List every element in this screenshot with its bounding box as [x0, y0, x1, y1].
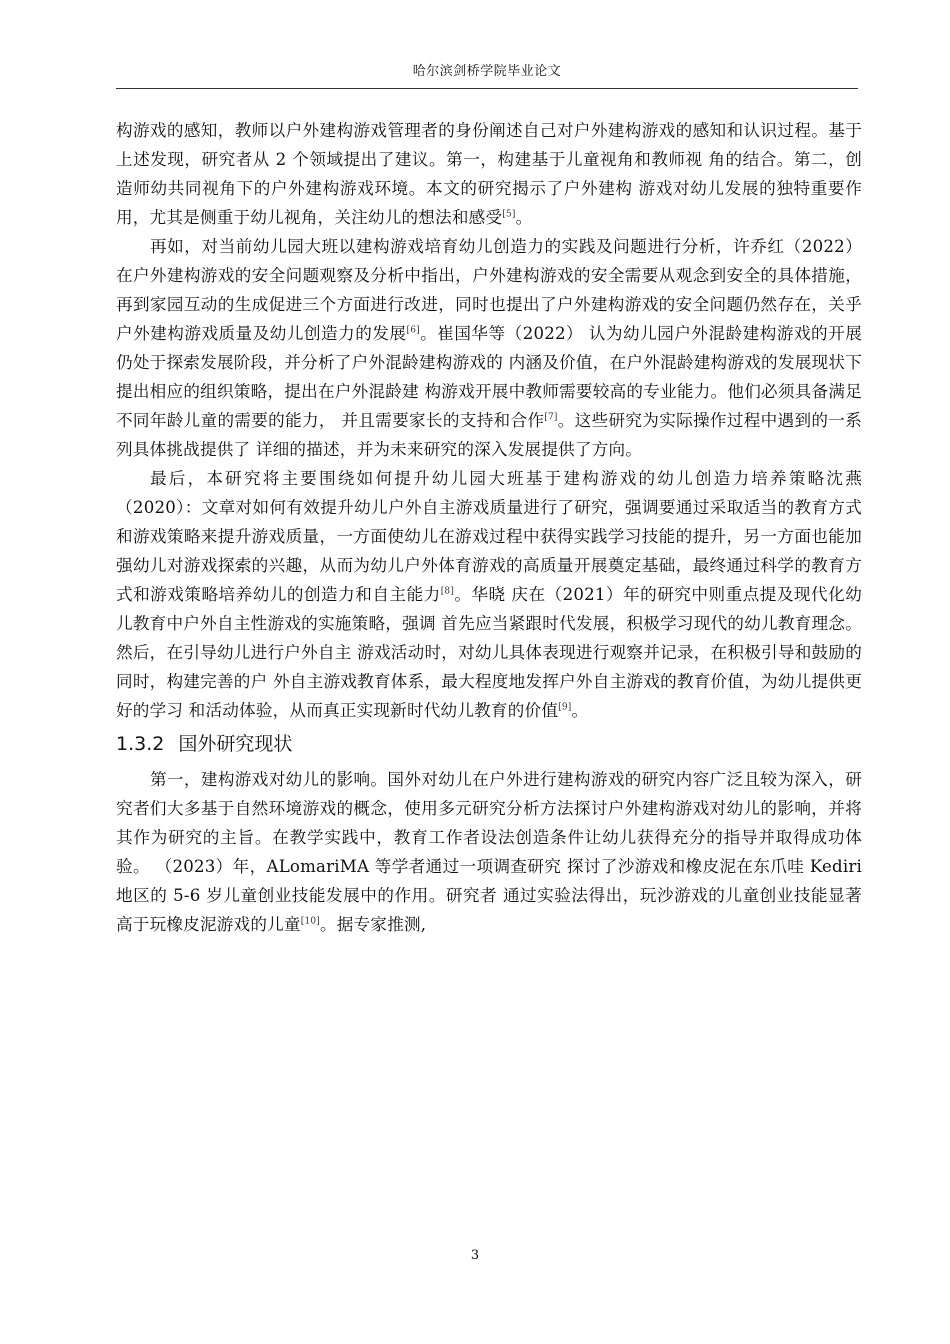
paragraph-tail: 。	[515, 208, 533, 227]
citation-marker: [7]	[544, 412, 558, 423]
citation-marker: [9]	[558, 702, 572, 713]
citation-marker: [10]	[300, 916, 321, 927]
paragraph-final-studies	[116, 464, 862, 725]
header-title: 哈尔滨剑桥学院毕业论文	[412, 64, 562, 79]
page-header	[116, 62, 858, 89]
paragraph-continuation	[116, 116, 862, 232]
paragraph-text-continued: 。崔国华等（2022） 认为幼儿园户外混龄建构游戏的开展仍处于探索发展阶段，并分析了户外混龄建构游戏的 内涵及价值，在户外混龄建构游戏的发展现状下提出相应的组织策略，提出在户外混龄建 构游戏开展中教师需要较高的专业能力。他们必须具备满足不同年龄儿童的需要的能力， 并且需要家长的支持和合作	[116, 324, 863, 430]
paragraph-domestic-studies	[116, 232, 862, 464]
section-title: 国外研究现状	[178, 733, 293, 755]
paragraph-text-continued: 。华晓 庆在（2021）年的研究中则重点提及现代化幼儿教育中户外自主性游戏的实施策略，强调 首先应当紧跟时代发展，积极学习现代的幼儿教育理念。然后，在引导幼儿进行户外自主 游戏活动时，对幼儿具体表现进行观察并记录，在积极引导和鼓励的同时，构建完善的户 外自主游戏教育体系，最大程度地发挥户外自主游戏的教育价值，为幼儿提供更好的学习 和活动体验，从而真正实现新时代幼儿教育的价值	[116, 585, 862, 720]
paragraph-text: 再如，对当前幼儿园大班以建构游戏培育幼儿创造力的实践及问题进行分析，许乔红（2022）在户外建构游戏的安全问题观察及分析中指出，户外建构游戏的安全需要从观念到安全的具体措施，再到家园互动的生成促进三个方面进行改进，同时也提出了户外建构游戏的安全问题仍然存在，关乎户外建构游戏质量及幼儿创造力的发展	[116, 237, 862, 343]
paragraph-tail: 。	[571, 701, 589, 720]
section-number: 1.3.2	[116, 733, 165, 755]
paragraph-text: 第一，建构游戏对幼儿的影响。国外对幼儿在户外进行建构游戏的研究内容广泛且较为深入，研究者们大多基于自然环境游戏的概念，使用多元研究分析方法探讨户外建构游戏对幼儿的影响，并将其作为研究的主旨。在教学实践中，教育工作者设法创造条件让幼儿获得充分的指导并取得成功体验。 （2023）年，ALomariMA 等学者通过一项调查研究 探讨了沙游戏和橡皮泥在东爪哇 Kediri 地区的 5-6 岁儿童创业技能发展中的作用。研究者 通过实验法得出，玩沙游戏的儿童创业技能显著高于玩橡皮泥游戏的儿童	[116, 770, 862, 934]
paragraph-text: 构游戏的感知，教师以户外建构游戏管理者的身份阐述自己对户外建构游戏的感知和认识过程。基于上述发现，研究者从 2 个领域提出了建议。第一，构建基于儿童视角和教师视 角的结合。第二，创造师幼共同视角下的户外建构游戏环境。本文的研究揭示了户外建构 游戏对幼儿发展的独特重要作用，尤其是侧重于幼儿视角，关注幼儿的想法和感受	[116, 121, 862, 227]
paragraph-tail: 。这些研究为实际操作过程中遇到的一系列具体挑战提供了 详细的描述，并为未来研究的深入发展提供了方向。	[116, 411, 862, 459]
citation-marker: [6]	[406, 325, 420, 336]
paragraph-tail: 。据专家推测,	[320, 915, 427, 934]
citation-marker: [8]	[440, 586, 455, 597]
paragraph-text: 最后，本研究将主要围绕如何提升幼儿园大班基于建构游戏的幼儿创造力培养策略沈燕（2020）：文章对如何有效提升幼儿户外自主游戏质量进行了研究，强调要通过采取适当的教育方式和游戏策略来提升游戏质量，一方面使幼儿在游戏过程中获得实践学习技能的提升，另一方面也能加强幼儿对游戏探索的兴趣，从而为幼儿户外体育游戏的高质量开展奠定基础，最终通过科学的教育方式和游戏策略培养幼儿的创造力和自主能力	[116, 469, 862, 604]
page-number: 3	[470, 1248, 480, 1263]
section-heading	[116, 729, 862, 759]
body-text	[116, 116, 862, 939]
paragraph-foreign-studies	[116, 765, 862, 939]
citation-marker: [5]	[502, 209, 516, 220]
